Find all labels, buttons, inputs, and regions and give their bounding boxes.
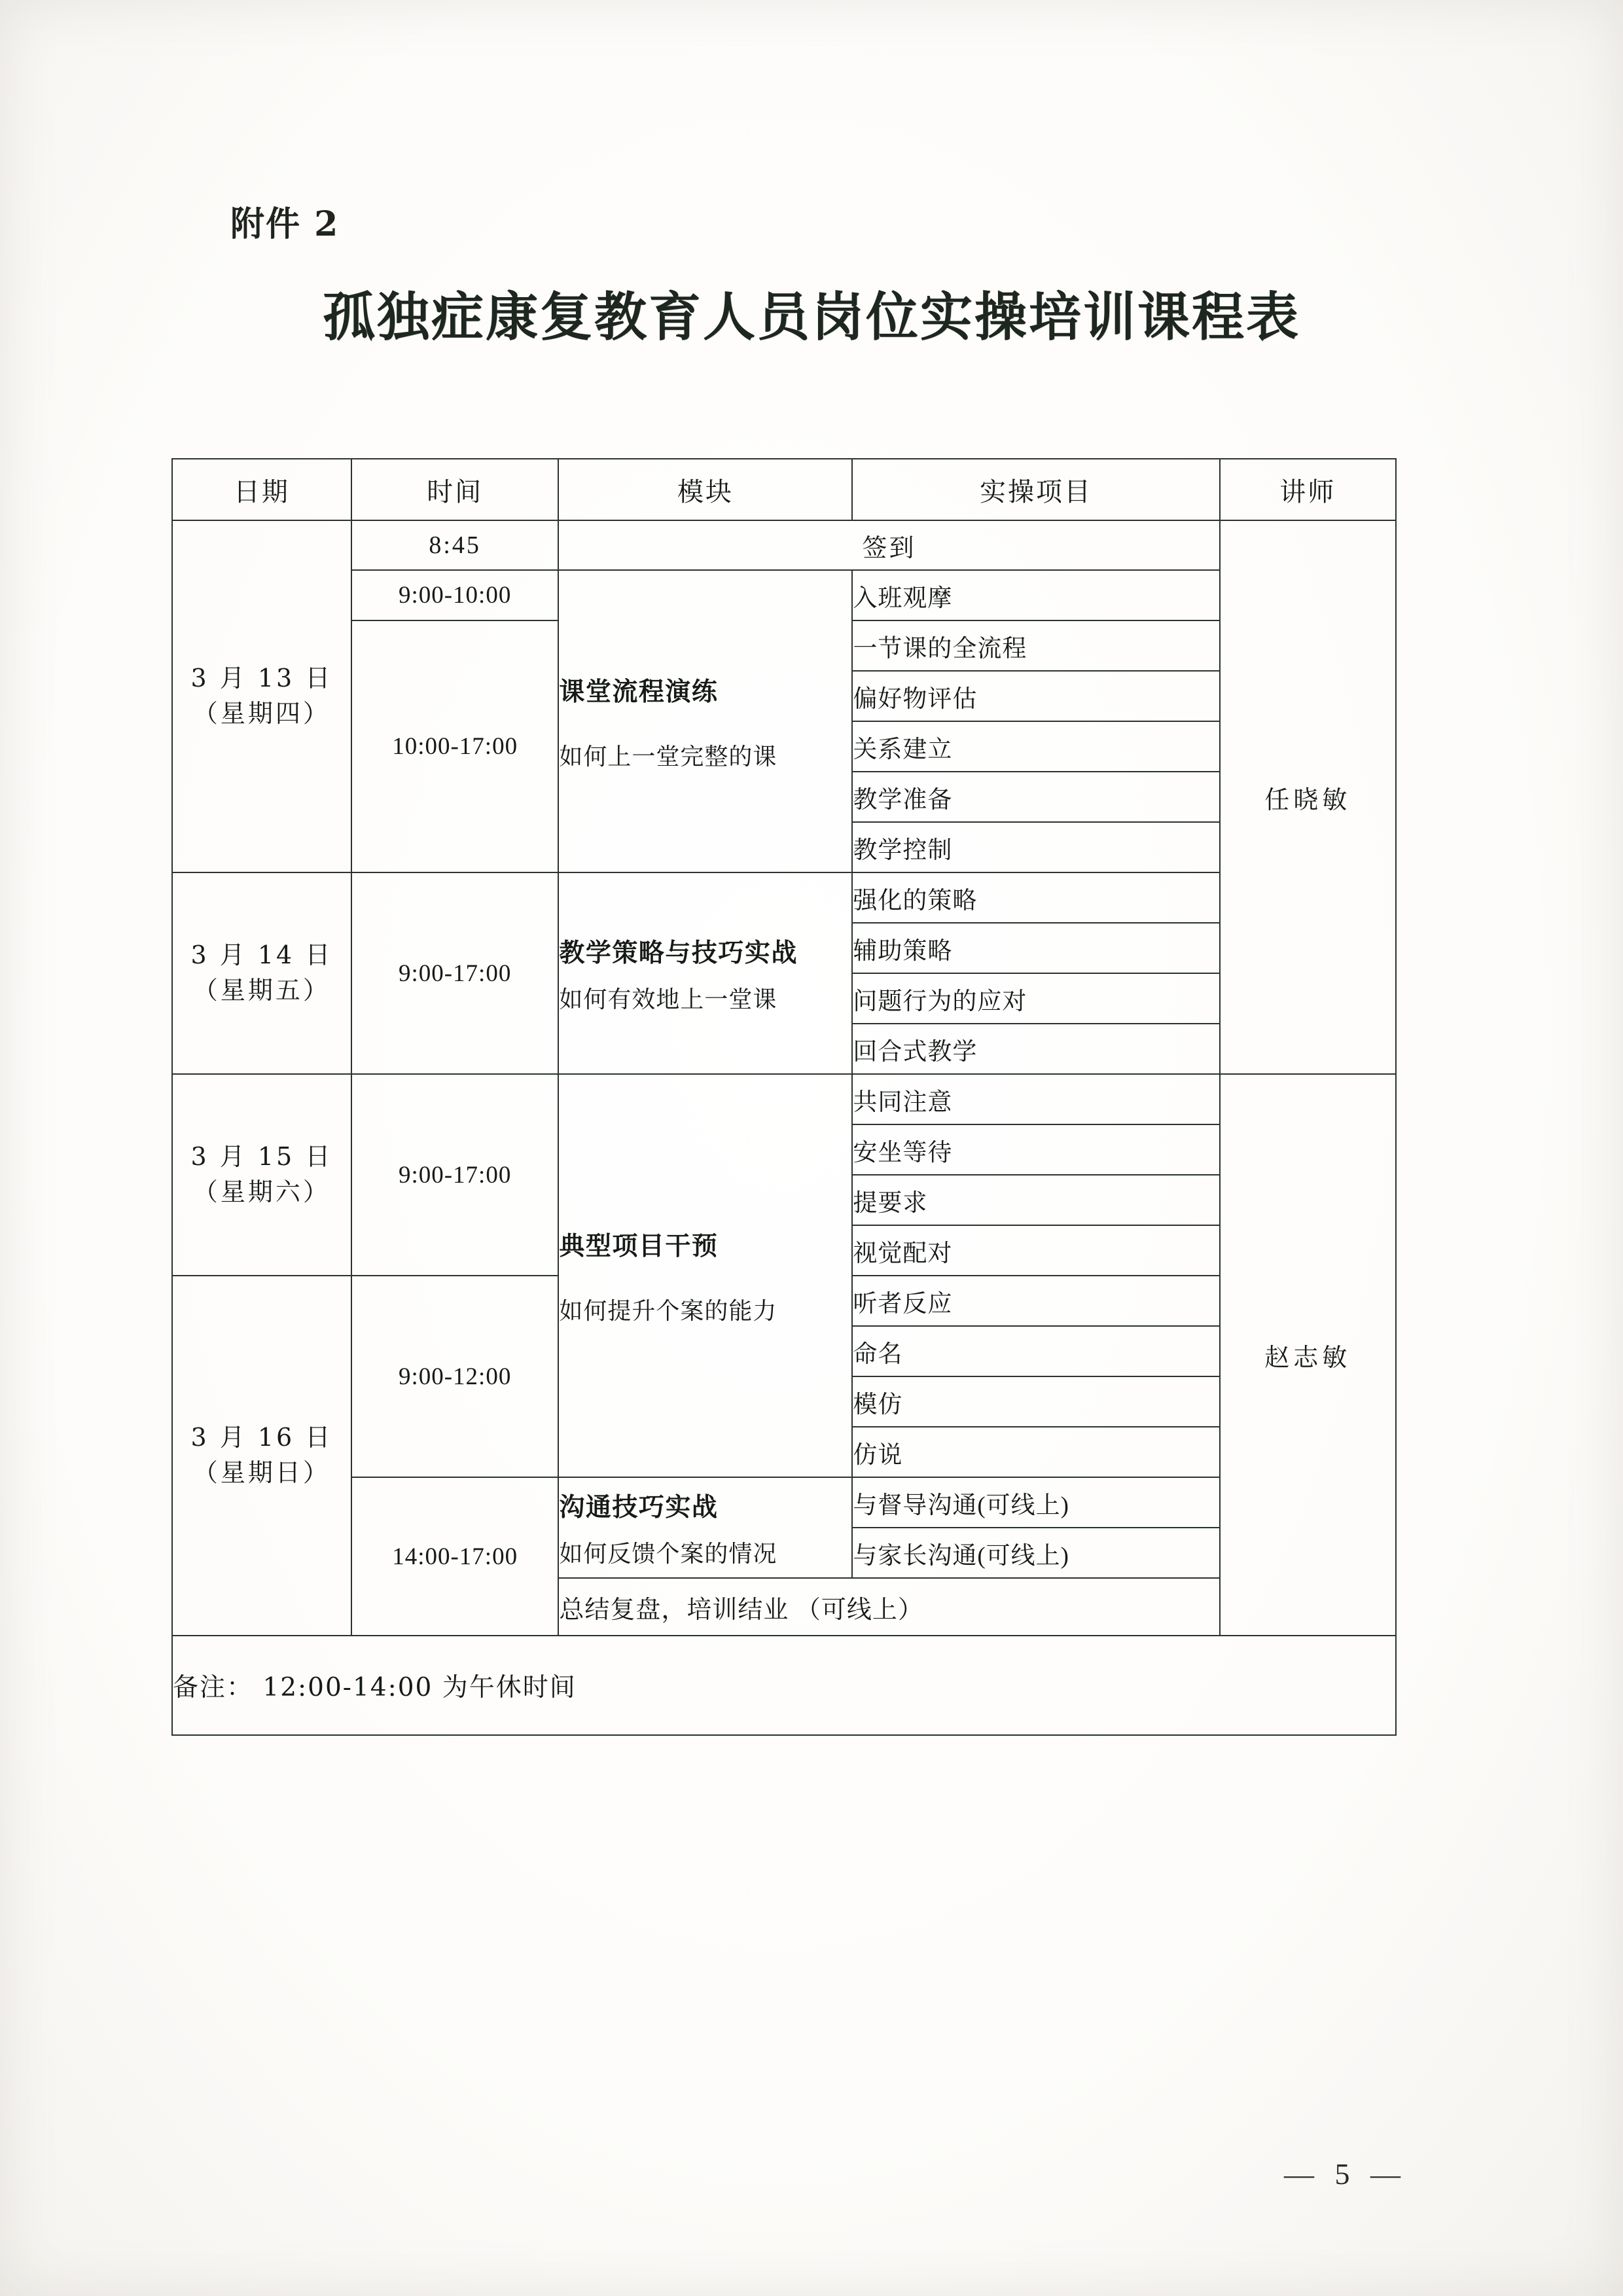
item-cell: 提要求 <box>852 1175 1219 1225</box>
date-cell-mar13 <box>172 520 351 872</box>
module-cell-typical-intervention <box>558 1074 852 1477</box>
item-cell: 关系建立 <box>852 721 1219 772</box>
item-cell: 教学准备 <box>852 772 1219 822</box>
column-header-date: 日期 <box>172 459 351 520</box>
note-cell: 备注： 12:00-14:00 为午休时间 <box>172 1636 1396 1735</box>
module-title: 教学策略与技巧实战 <box>559 937 798 968</box>
table-row <box>172 1477 1396 1528</box>
module-cell-classroom-flow <box>558 570 852 872</box>
schedule-table-container <box>171 458 1397 1736</box>
date-cell-mar14 <box>172 872 351 1074</box>
time-cell-0900-1000: 9:00-10:00 <box>351 570 559 620</box>
attachment-label: 附件 2 <box>230 204 340 244</box>
column-header-teacher: 讲师 <box>1220 459 1396 520</box>
item-cell: 偏好物评估 <box>852 671 1219 721</box>
module-title: 典型项目干预 <box>559 1230 719 1261</box>
summary-row-cell: 总结复盘，培训结业 （可线上） <box>558 1578 1219 1636</box>
table-row <box>172 520 1396 570</box>
item-cell: 安坐等待 <box>852 1124 1219 1175</box>
item-cell: 辅助策略 <box>852 923 1219 973</box>
training-schedule-table <box>171 458 1397 1736</box>
item-cell: 命名 <box>852 1326 1219 1376</box>
table-row <box>172 1636 1396 1735</box>
item-cell: 仿说 <box>852 1427 1219 1477</box>
table-row <box>172 872 1396 923</box>
date-cell-mar16 <box>172 1276 351 1636</box>
date-line-primary: 3 月 16 日 <box>190 1423 333 1452</box>
column-header-time: 时间 <box>351 459 559 520</box>
table-row <box>172 1074 1396 1124</box>
page-number: — 5 — <box>1284 2157 1407 2191</box>
time-cell-1000-1700: 10:00-17:00 <box>351 620 559 872</box>
item-cell: 入班观摩 <box>852 570 1219 620</box>
module-cell-communication <box>558 1477 852 1578</box>
table-header-row <box>172 459 1396 520</box>
item-cell: 与督导沟通(可线上) <box>852 1477 1219 1528</box>
column-header-item: 实操项目 <box>852 459 1219 520</box>
date-line-weekday: （星期五） <box>192 976 330 1005</box>
column-header-module: 模块 <box>558 459 852 520</box>
module-subtitle: 如何反馈个案的情况 <box>559 1540 777 1567</box>
date-line-weekday: （星期日） <box>192 1458 330 1487</box>
item-cell: 共同注意 <box>852 1074 1219 1124</box>
time-cell-0900-1200: 9:00-12:00 <box>351 1276 559 1477</box>
item-cell: 听者反应 <box>852 1276 1219 1326</box>
time-cell-0900-1700-sat: 9:00-17:00 <box>351 1074 559 1276</box>
date-line-primary: 3 月 13 日 <box>190 664 333 693</box>
table-row <box>172 570 1396 620</box>
item-cell: 教学控制 <box>852 822 1219 872</box>
item-cell: 一节课的全流程 <box>852 620 1219 671</box>
date-cell-mar15 <box>172 1074 351 1276</box>
page-title: 孤独症康复教育人员岗位实操培训课程表 <box>323 286 1300 348</box>
date-line-primary: 3 月 14 日 <box>190 941 333 970</box>
item-cell: 强化的策略 <box>852 872 1219 923</box>
item-cell: 回合式教学 <box>852 1024 1219 1074</box>
module-subtitle: 如何有效地上一堂课 <box>559 986 777 1013</box>
teacher-cell-ren: 任晓敏 <box>1220 520 1396 1074</box>
date-line-primary: 3 月 15 日 <box>190 1142 333 1172</box>
item-cell: 模仿 <box>852 1376 1219 1427</box>
item-cell: 视觉配对 <box>852 1225 1219 1276</box>
item-cell: 问题行为的应对 <box>852 973 1219 1024</box>
date-line-weekday: （星期四） <box>192 699 330 728</box>
module-subtitle: 如何上一堂完整的课 <box>559 743 777 770</box>
signin-label: 签到 <box>558 520 1219 570</box>
signin-time: 8:45 <box>351 520 559 570</box>
teacher-cell-zhao: 赵志敏 <box>1220 1074 1396 1636</box>
module-cell-teaching-strategy <box>558 872 852 1074</box>
item-cell: 与家长沟通(可线上) <box>852 1528 1219 1578</box>
time-cell-0900-1700-fri: 9:00-17:00 <box>351 872 559 1074</box>
module-subtitle: 如何提升个案的能力 <box>559 1297 777 1324</box>
module-title: 沟通技巧实战 <box>559 1492 719 1522</box>
time-cell-1400-1700: 14:00-17:00 <box>351 1477 559 1636</box>
date-line-weekday: （星期六） <box>192 1177 330 1206</box>
module-title: 课堂流程演练 <box>559 676 719 707</box>
